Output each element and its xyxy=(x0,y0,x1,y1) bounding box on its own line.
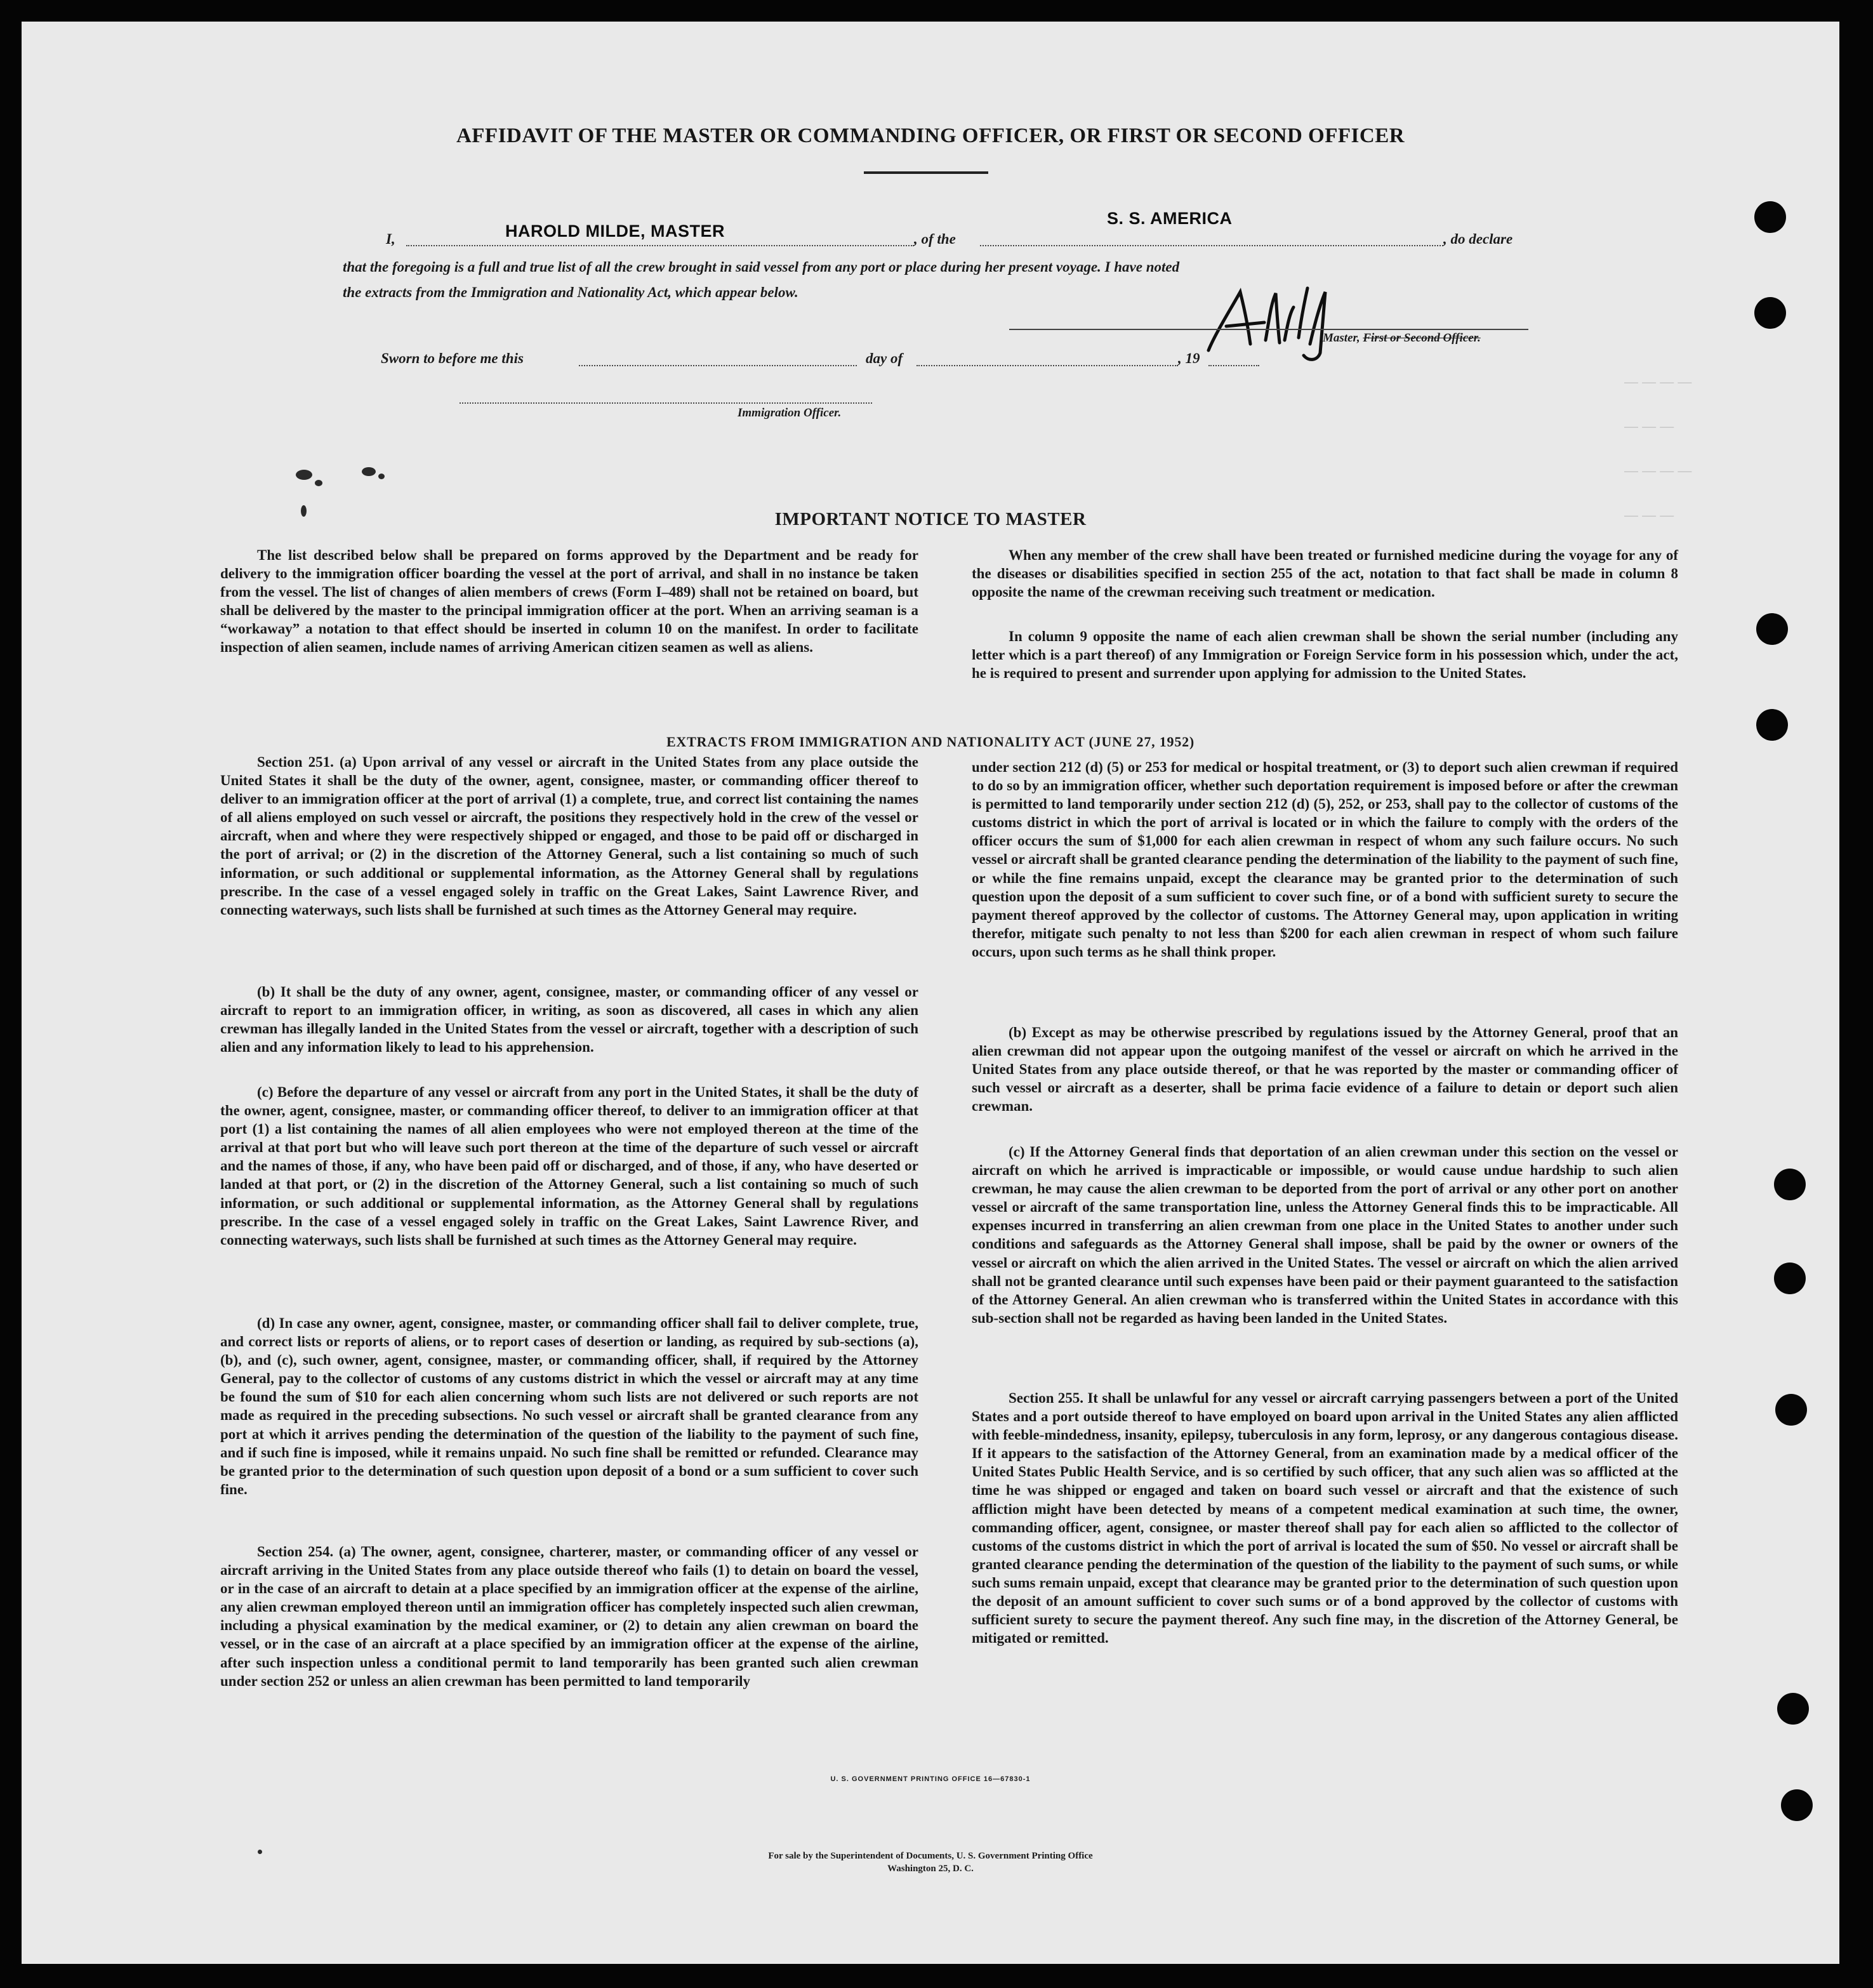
vessel-fill-line xyxy=(980,245,1443,246)
statement-line-2: the extracts from the Immigration and Nationality Act, which appear below. xyxy=(343,284,798,300)
affidavit-title: AFFIDAVIT OF THE MASTER OR COMMANDING OFFICER, OR FIRST OR SECOND OFFICER xyxy=(456,124,1405,147)
ink-speck xyxy=(315,480,322,486)
section-255 xyxy=(972,1389,1678,1647)
i-label: I, xyxy=(386,231,395,247)
punch-hole-3 xyxy=(1756,613,1788,645)
day-of-label: day of xyxy=(866,350,903,366)
notice-left-paragraph xyxy=(220,546,918,657)
section-251-d-text: (d) In case any owner, agent, consignee, master, or commanding officer shall fail to deliver complete, true, and correct lists or reports of aliens, or to report cases of desertion or landing, as required by sub-sections (a), (b), and (c), such owner, agent, consignee, master, or commanding officer, shall, if required by the Attorney General, pay to the collector of customs of any customs district in which the vessel or aircraft may at any time be found the sum of $10 for each alien concerning whom such lists are not delivered or such reports are not made as required in the preceding subsections. No such vessel or aircraft shall be granted clearance from any port at which it arrives pending the determination of the question of the liability to the payment of such fine, and if such fine is imposed, while it remains unpaid. No such fine shall be remitted or refunded. Clearance may be granted prior to the determination of such question upon deposit of a bond or a sum sufficient to cover such fine. xyxy=(220,1315,918,1497)
notice-title: IMPORTANT NOTICE TO MASTER xyxy=(774,509,1087,529)
sworn-month-line xyxy=(917,365,1178,366)
ink-speck xyxy=(296,470,312,480)
bleed-through-mark: — — — — xyxy=(1624,463,1692,479)
statement-line-1: that the foregoing is a full and true list of all the crew brought in said vessel from any port or place during her present voyage. I have noted xyxy=(343,259,1180,275)
punch-hole-2 xyxy=(1754,297,1786,329)
punch-hole-5 xyxy=(1774,1169,1806,1200)
master-name: HAROLD MILDE, MASTER xyxy=(505,222,725,241)
section-251-d xyxy=(220,1314,918,1499)
notice-left-text: The list described below shall be prepared on forms approved by the Department and be ready for delivery to the immigration officer boarding the vessel at the port of arrival, and shall in no instance be taken from the vessel. The list of changes of alien members of crews (Form I–489) shall not be retained on board, but shall be delivered by the master to the principal immigration officer at the port. When an arriving seaman is a “workaway” a notation to that effect should be inserted in column 10 on the manifest. In order to facilitate inspection of alien seamen, include names of arriving American citizen seamen as well as aliens. xyxy=(220,547,918,656)
section-254-c xyxy=(972,1143,1678,1327)
notice-right-paragraph-1 xyxy=(972,546,1678,601)
immigration-officer-line xyxy=(460,402,872,404)
section-254-a-continued-text: under section 212 (d) (5) or 253 for medical or hospital treatment, or (3) to deport such alien crewman if required to do so by an immigration officer, whether such deportation requirement is imposed before or after the crewman is permitted to land temporarily under section 212 (d) (5), 252, or 253, shall pay to the collector of customs of the customs district in which the port of arrival is located or in which the failure to comply with the orders of the officer occurs the sum of $1,000 for each alien crewman in respect of whom any such failure occurs. No such vessel or aircraft shall be granted clearance pending the determination of the liability to the payment of such fine, or while the fine remains unpaid, except the clearance may be granted prior to the determination of such question upon the deposit of a sum sufficient to cover such fine, or of a bond with sufficient surety to secure the payment thereof approved by the collector of customs. The Attorney General may, upon application in writing therefor, mitigate such penalty to not less than $200 for each alien crewman in respect of whom such failure occurs, upon such terms as he shall think proper. xyxy=(972,759,1678,960)
section-254-b xyxy=(972,1023,1678,1115)
punch-hole-7 xyxy=(1775,1394,1807,1426)
sworn-day-line xyxy=(579,365,857,366)
document-page xyxy=(22,22,1839,1964)
sworn-year-line xyxy=(1208,365,1259,366)
bleed-through-mark: — — — — xyxy=(1624,374,1692,390)
ink-speck xyxy=(378,474,385,479)
section-254-a-continued xyxy=(972,758,1678,961)
signer-role xyxy=(1323,331,1481,345)
of-the-label: , of the xyxy=(914,231,956,247)
ink-speck xyxy=(362,467,376,476)
sale-notice xyxy=(22,1850,1839,1875)
vessel-name: S. S. AMERICA xyxy=(1107,209,1233,228)
year-label: , 19 xyxy=(1178,350,1200,366)
section-251-c xyxy=(220,1083,918,1249)
bleed-through-mark: — — — xyxy=(1624,418,1674,434)
punch-hole-8 xyxy=(1777,1693,1809,1725)
title-rule xyxy=(864,171,988,174)
signer-role-master: Master, xyxy=(1323,331,1363,345)
section-251-b xyxy=(220,983,918,1056)
immigration-officer-label: Immigration Officer. xyxy=(738,406,842,420)
section-254-a xyxy=(220,1542,918,1690)
sworn-label: Sworn to before me this xyxy=(381,350,524,366)
notice-right-paragraph-2 xyxy=(972,627,1678,682)
signature-line xyxy=(1009,329,1528,330)
gpo-print-line: U. S. GOVERNMENT PRINTING OFFICE 16—67830-1 xyxy=(830,1775,1031,1783)
signer-role-struck: First or Second Officer. xyxy=(1363,331,1481,345)
section-251-c-text: (c) Before the departure of any vessel or aircraft from any port in the United States, it shall be the duty of the owner, agent, consignee, master, or commanding officer thereof, to deliver to an immigration officer at that port (1) a list containing the names of all alien employees who were not employed thereon at the time of the arrival at that port but who will leave such port thereon at the time of the departure of such vessel or aircraft and the names of those, if any, who have been paid off or discharged, and of those, if any, who have deserted or landed at that port, or (2) in the discretion of the Attorney General, such a list containing so much of such information, or such additional or supplemental information, as the Attorney General shall by regulations prescribe. In the case of a vessel engaged solely in traffic on the Great Lakes, Saint Lawrence River, and connecting waterways, such lists shall be furnished at such times as the Attorney General may require. xyxy=(220,1084,918,1248)
section-251-b-text: (b) It shall be the duty of any owner, agent, consignee, master, or commanding officer of any vessel or aircraft to report to an immigration officer, in writing, as soon as discovered, all cases in which any alien crewman has illegally landed in the United States from the vessel or aircraft, together with a description of such alien and any information likely to lead to his apprehension. xyxy=(220,984,918,1056)
sale-line-1: For sale by the Superintendent of Documents, U. S. Government Printing Office xyxy=(768,1851,1093,1861)
bleed-through-mark: — — — xyxy=(1624,507,1674,523)
master-signature xyxy=(1189,274,1342,363)
section-254-a-text: Section 254. (a) The owner, agent, consignee, charterer, master, or commanding officer of any vessel or aircraft arriving in the United States from any place outside thereof who fails (1) to detain on board the vessel, or in the case of an aircraft to detain at a place specified by an immigration officer at the expense of the airline, any alien crewman employed thereon until an immigration officer has completely inspected such alien crewman, including a physical examination by the medical examiner, or (2) to detain any alien crewman on board the vessel, or in the case of an aircraft at a place specified by an immigration officer at the expense of the airline, after such inspection unless a conditional permit to land temporarily has been granted such alien crewman under section 252 or unless an alien crewman has been permitted to land temporarily xyxy=(220,1544,918,1689)
notice-right-text-2: In column 9 opposite the name of each alien crewman shall be shown the serial number (including any letter which is a part thereof) of any Immigration or Foreign Service form in his possession which, under the act, he is required to present and surrender upon applying for admission to the United States. xyxy=(972,628,1678,682)
do-declare-label: , do declare xyxy=(1443,231,1513,247)
notice-right-text-1: When any member of the crew shall have been treated or furnished medicine during the voyage for any of the diseases or disabilities specified in section 255 of the act, notation to that fact shall be made in column 8 opposite the name of the crewman receiving such treatment or medication. xyxy=(972,547,1678,600)
name-fill-line xyxy=(406,245,914,246)
section-254-b-text: (b) Except as may be otherwise prescribed by regulations issued by the Attorney General, proof that an alien crewman did not appear upon the outgoing manifest of the vessel or aircraft on which he arrived in the United States from any place outside thereof, or that he was reported by the master or commanding officer of such vessel or aircraft as a deserter, shall be prima facie evidence of a failure to detain or deport such alien crewman. xyxy=(972,1024,1678,1115)
sale-line-2: Washington 25, D. C. xyxy=(887,1864,974,1874)
punch-hole-9 xyxy=(1781,1789,1813,1821)
section-254-c-text: (c) If the Attorney General finds that deportation of an alien crewman under this section on the vessel or aircraft on which he arrived is impracticable or impossible, or would cause undue hardship to such alien crewman, he may cause the alien crewman to be deported from the port of arrival or any other port on another vessel or aircraft of the same transportation line, unless the Attorney General finds this to be impracticable. All expenses incurred in transferring an alien crewman from one place in the United States to another under such conditions and safeguards as the Attorney General shall impose, shall be paid by the owner or owners of the vessel or aircraft on which the alien arrived in the United States. The vessel or aircraft on which the alien arrived shall not be granted clearance until such expenses have been paid or their payment guaranteed to the satisfaction of the Attorney General. An alien crewman who is transferred within the United States in accordance with this sub-section shall not be regarded as having been landed in the United States. xyxy=(972,1144,1678,1326)
section-251-a xyxy=(220,753,918,919)
extracts-title: EXTRACTS FROM IMMIGRATION AND NATIONALITY ACT (JUNE 27, 1952) xyxy=(666,734,1195,750)
punch-hole-6 xyxy=(1774,1262,1806,1294)
section-255-text: Section 255. It shall be unlawful for any vessel or aircraft carrying passengers between a port of the United States and a port outside thereof to have employed on board upon arrival in the United States any alien afflicted with feeble-mindedness, insanity, epilepsy, tuberculosis in any form, leprosy, or any dangerous contagious disease. If it appears to the satisfaction of the Attorney General, from an examination made by a medical officer of the United States Public Health Service, and is so certified by such officer, that any such alien was so afflicted at the time he was shipped or engaged and taken on board such vessel or aircraft and that the existence of such affliction might have been detected by means of a competent medical examination at such time, the owner, commanding officer, agent, consignee, or master thereof shall pay for each alien so afflicted to the collector of customs of the customs district in which the port of arrival is located the sum of $50. No vessel or aircraft shall be granted clearance pending the determination of the question of the liability to the payment of such sums, or while such sums remain unpaid, except that clearance may be granted prior to the determination of such question upon the deposit of an amount sufficient to cover such sums or of a bond approved by the collector of customs with sufficient surety to secure the payment thereof. Any such fine may, in the discretion of the Attorney General, be mitigated or remitted. xyxy=(972,1390,1678,1647)
punch-hole-1 xyxy=(1754,201,1786,233)
section-251-a-text: Section 251. (a) Upon arrival of any vessel or aircraft in the United States from any place outside the United States it shall be the duty of the owner, agent, consignee, master, or commanding officer thereof to deliver to an immigration officer at the port of arrival (1) a complete, true, and correct list containing the names of all aliens employed on such vessel or aircraft, the positions they respectively hold in the crew of the vessel or aircraft, when and where they were respectively shipped or engaged, and those to be paid off or discharged in the port of arrival; or (2) in the discretion of the Attorney General, such a list containing so much of such information, or such additional or supplemental information, as the Attorney General shall by regulations prescribe. In the case of a vessel engaged solely in traffic on the Great Lakes, Saint Lawrence River, and connecting waterways, such lists shall be furnished at such times as the Attorney General may require. xyxy=(220,754,918,918)
